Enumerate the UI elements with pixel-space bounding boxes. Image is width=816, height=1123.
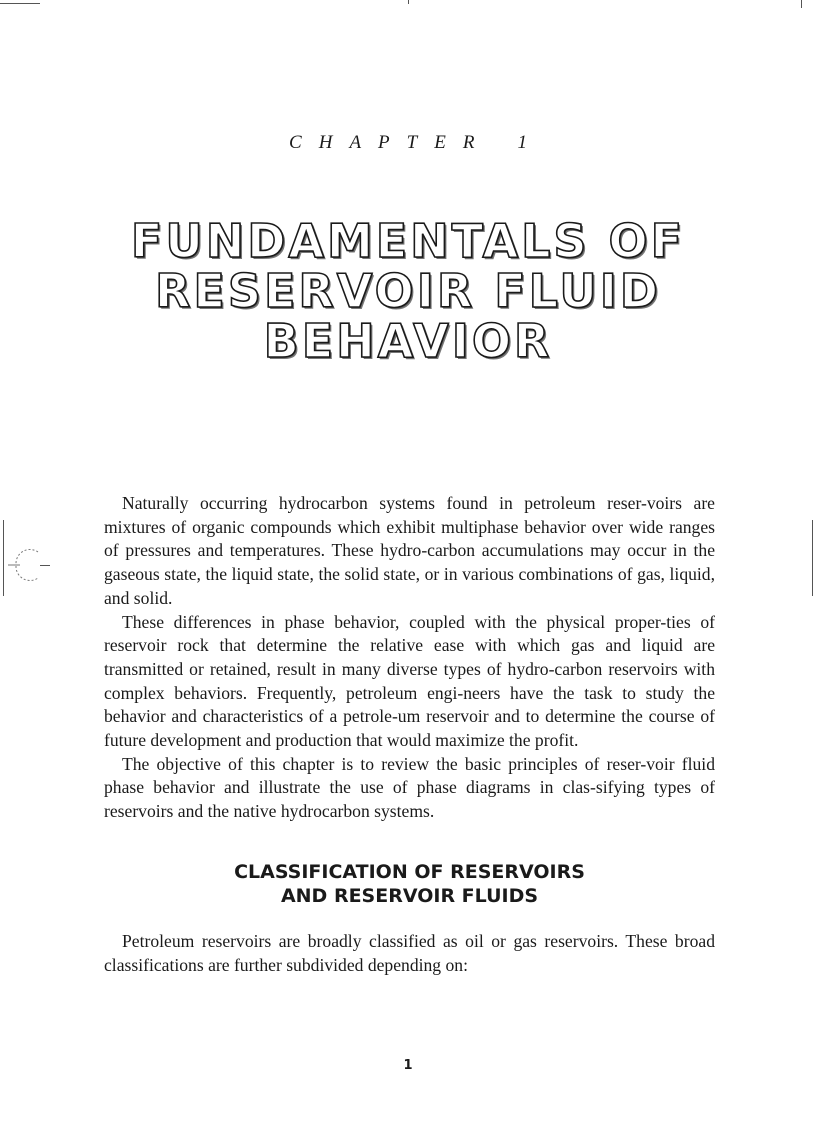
page-number: 1: [403, 1058, 413, 1073]
section-heading-line-2: AND RESERVOIR FLUIDS: [280, 885, 539, 907]
crop-mark-top-center: [408, 0, 409, 4]
title-line-3: BEHAVIOR: [263, 314, 553, 368]
crop-mark-top-left: [0, 3, 40, 4]
chapter-title: [0, 216, 816, 366]
crop-mark-top-right: [801, 0, 802, 8]
paragraph-2: These differences in phase behavior, coupled with the physical proper-ties of reservoir rock that determine the relative ease with which gas and liquid are transmitted or retained, result in many diverse types of hydro-carbon reservoirs with complex behaviors. Frequently, petroleum engi-neers have the task to study the behavior and characteristics of a petrole-um reservoir and to determine the course of future development and production that would maximize the profit.: [104, 611, 715, 751]
crop-mark-right-vertical: [812, 520, 813, 596]
paragraph-1: Naturally occurring hydrocarbon systems found in petroleum reser-voirs are mixtures of organic compounds which exhibit multiphase behavior over wide ranges of pressures and temperatures. These hydro-carbon accumulations may occur in the gaseous state, the liquid state, the solid state, or in various combinations of gas, liquid, and solid.: [104, 493, 715, 608]
chapter-label: [0, 132, 816, 154]
section-paragraph: Petroleum reservoirs are broadly classified as oil or gas reservoirs. These broad classifications are further subdivided depending on:: [104, 931, 715, 975]
section-text: [104, 930, 715, 977]
intro-text: [104, 492, 715, 824]
title-line-2: RESERVOIR FLUID: [154, 264, 661, 318]
section-heading-line-1: CLASSIFICATION OF RESERVOIRS: [234, 861, 585, 883]
registration-mark-icon: [8, 548, 42, 582]
title-line-1: FUNDAMENTALS OF: [130, 214, 686, 268]
section-heading: [104, 860, 715, 908]
chapter-word: CHAPTER: [289, 132, 492, 153]
paragraph-3: The objective of this chapter is to review the basic principles of reser-voir fluid phase behavior and illustrate the use of phase diagrams in clas-sifying types of reservoirs and the native hydrocarbon systems.: [104, 753, 715, 822]
chapter-number: 1: [517, 132, 527, 153]
crop-mark-left-vertical: [3, 520, 4, 596]
